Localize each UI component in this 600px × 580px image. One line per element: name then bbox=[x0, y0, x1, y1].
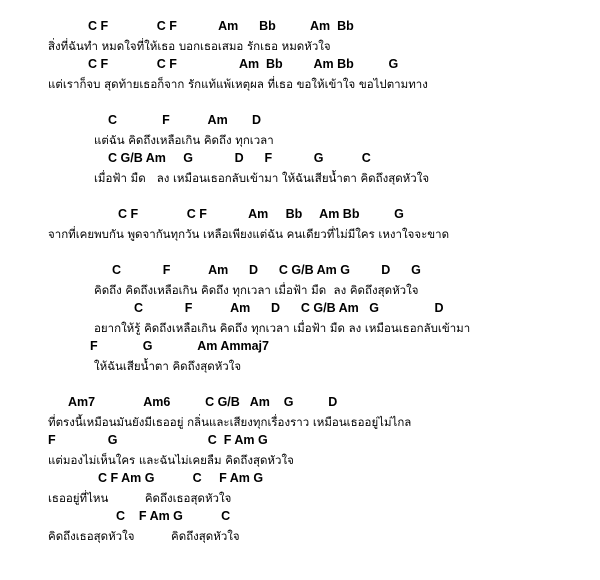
lyric-line-5: จากที่เคยพบกัน พูดจากันทุกวัน เหลือเพียงแต่ฉัน คนเดียวที่ไม่มีใคร เหงาใจจะขาด bbox=[48, 227, 450, 241]
lyric-line-2: แต่เราก็จบ สุดท้ายเธอก็จาก รักแท้แพ้เหตุผล ที่เธอ ขอให้เข้าใจ ขอไปตามทาง bbox=[48, 77, 428, 91]
chord-line-7: C F Am D C G/B Am G D bbox=[134, 301, 444, 315]
chord-line-10: F G C F Am G bbox=[48, 433, 268, 447]
lyric-line-8: ให้ฉันเสียน้ำตา คิดถึงสุดหัวใจ bbox=[94, 359, 242, 373]
chord-line-12: C F Am G C bbox=[116, 509, 231, 523]
chord-line-3: C F Am D bbox=[108, 113, 262, 127]
chord-line-2: C F C F Am Bb Am Bb G bbox=[88, 57, 399, 71]
chord-line-4: C G/B Am G D F G C bbox=[108, 151, 371, 165]
lyric-line-10: แต่มองไม่เห็นใคร และฉันไม่เคยลืม คิดถึงสุดหัวใจ bbox=[48, 453, 294, 467]
lyric-line-7: อยากให้รู้ คิดถึงเหลือเกิน คิดถึง ทุกเวลา เมื่อฟ้า มืด ลง เหมือนเธอกลับเข้ามา bbox=[94, 321, 471, 335]
chord-line-8: F G Am Ammaj7 bbox=[90, 339, 269, 353]
lyric-line-4: เมื่อฟ้า มืด ลง เหมือนเธอกลับเข้ามา ให้ฉันเสียน้ำตา คิดถึงสุดหัวใจ bbox=[94, 171, 430, 185]
lyric-line-11: เธออยู่ที่ไหน คิดถึงเธอสุดหัวใจ bbox=[48, 491, 232, 505]
lyric-line-9: ที่ตรงนี้เหมือนมันยังมีเธออยู่ กลิ่นและเสียงทุกเรื่องราว เหมือนเธออยู่ไม่ไกล bbox=[48, 415, 412, 429]
lyric-line-3: แต่ฉัน คิดถึงเหลือเกิน คิดถึง ทุกเวลา bbox=[94, 133, 274, 147]
lyric-line-12: คิดถึงเธอสุดหัวใจ คิดถึงสุดหัวใจ bbox=[48, 529, 240, 543]
chord-line-9: Am7 Am6 C G/B Am G D bbox=[68, 395, 338, 409]
chord-line-6: C F Am D C G/B Am G D G bbox=[112, 263, 421, 277]
lyric-line-1: สิ่งที่ฉันทำ หมดใจที่ให้เธอ บอกเธอเสมอ รักเธอ หมดหัวใจ bbox=[48, 39, 331, 53]
lyric-line-6: คิดถึง คิดถึงเหลือเกิน คิดถึง ทุกเวลา เมื่อฟ้า มืด ลง คิดถึงสุดหัวใจ bbox=[94, 283, 419, 297]
chord-line-5: C F C F Am Bb Am Bb G bbox=[118, 207, 404, 221]
chord-line-1: C F C F Am Bb Am Bb bbox=[88, 19, 354, 33]
chord-line-11: C F Am G C F Am G bbox=[98, 471, 264, 485]
